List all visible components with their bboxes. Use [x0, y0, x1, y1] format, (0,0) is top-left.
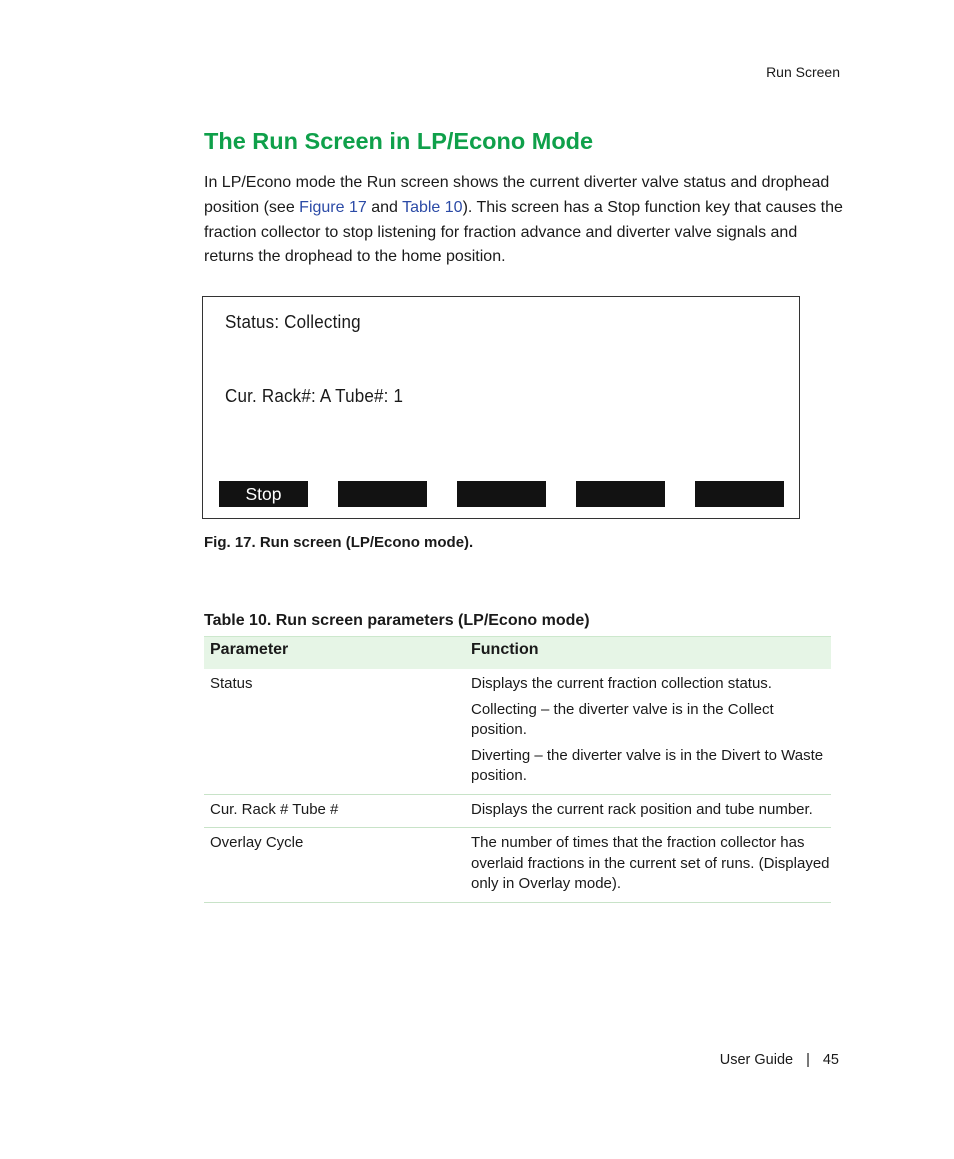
function-key-4[interactable] — [576, 481, 665, 507]
intro-text-1: In LP/Econo mode the Run screen shows the current diverter valve status and drophead position (see — [204, 174, 830, 216]
figure-caption: Fig. 17. Run screen (LP/Econo mode). — [204, 534, 474, 551]
intro-paragraph — [204, 171, 844, 270]
table-row — [204, 669, 831, 795]
header-parameter: Parameter — [210, 641, 289, 658]
table-10-link[interactable]: Table 10 — [402, 198, 463, 216]
function-cell — [466, 795, 831, 828]
function-text: Displays the current rack position and tube number. — [471, 800, 813, 818]
parameter-cell: Status — [210, 675, 253, 692]
function-key-5[interactable] — [695, 481, 784, 507]
function-text: The number of times that the fraction collector has overlaid fractions in the current set of runs. (Displayed only in Overlay mode). — [471, 834, 830, 892]
table-title: Table 10. Run screen parameters (LP/Econo mode) — [204, 612, 590, 629]
function-text: Collecting – the diverter valve is in the Collect position. — [471, 700, 774, 738]
stop-function-key[interactable]: Stop — [219, 481, 308, 507]
intro-text-2: and — [366, 198, 403, 216]
header-function: Function — [471, 641, 539, 658]
running-head: Run Screen — [766, 64, 840, 80]
function-key-3[interactable] — [457, 481, 546, 507]
table-row — [204, 795, 831, 829]
table-row — [204, 828, 831, 903]
page-footer — [720, 1052, 839, 1068]
intro-text-3: ). This screen has a Stop function key that causes the fraction collector to stop listening for fraction advance and diverter valve signals and returns the drophead to the home position. — [204, 198, 843, 266]
figure-17-link[interactable]: Figure 17 — [299, 198, 367, 216]
function-cell — [466, 669, 831, 794]
parameter-cell: Overlay Cycle — [210, 834, 304, 851]
footer-separator: | — [806, 1052, 810, 1068]
parameters-table — [204, 636, 831, 903]
run-screen-figure — [202, 296, 800, 519]
section-title: The Run Screen in LP/Econo Mode — [204, 128, 594, 154]
function-text: Displays the current fraction collection status. — [471, 675, 772, 692]
table-header-row — [204, 636, 831, 669]
parameter-cell: Cur. Rack # Tube # — [210, 800, 339, 818]
footer-label: User Guide — [719, 1052, 794, 1068]
function-cell — [466, 828, 831, 902]
function-text: Diverting – the diverter valve is in the Divert to Waste position. — [471, 746, 824, 784]
screen-rack-line: Cur. Rack#: A Tube#: 1 — [225, 385, 404, 406]
screen-status-line: Status: Collecting — [225, 311, 361, 332]
page-number: 45 — [822, 1052, 839, 1068]
function-key-2[interactable] — [338, 481, 427, 507]
